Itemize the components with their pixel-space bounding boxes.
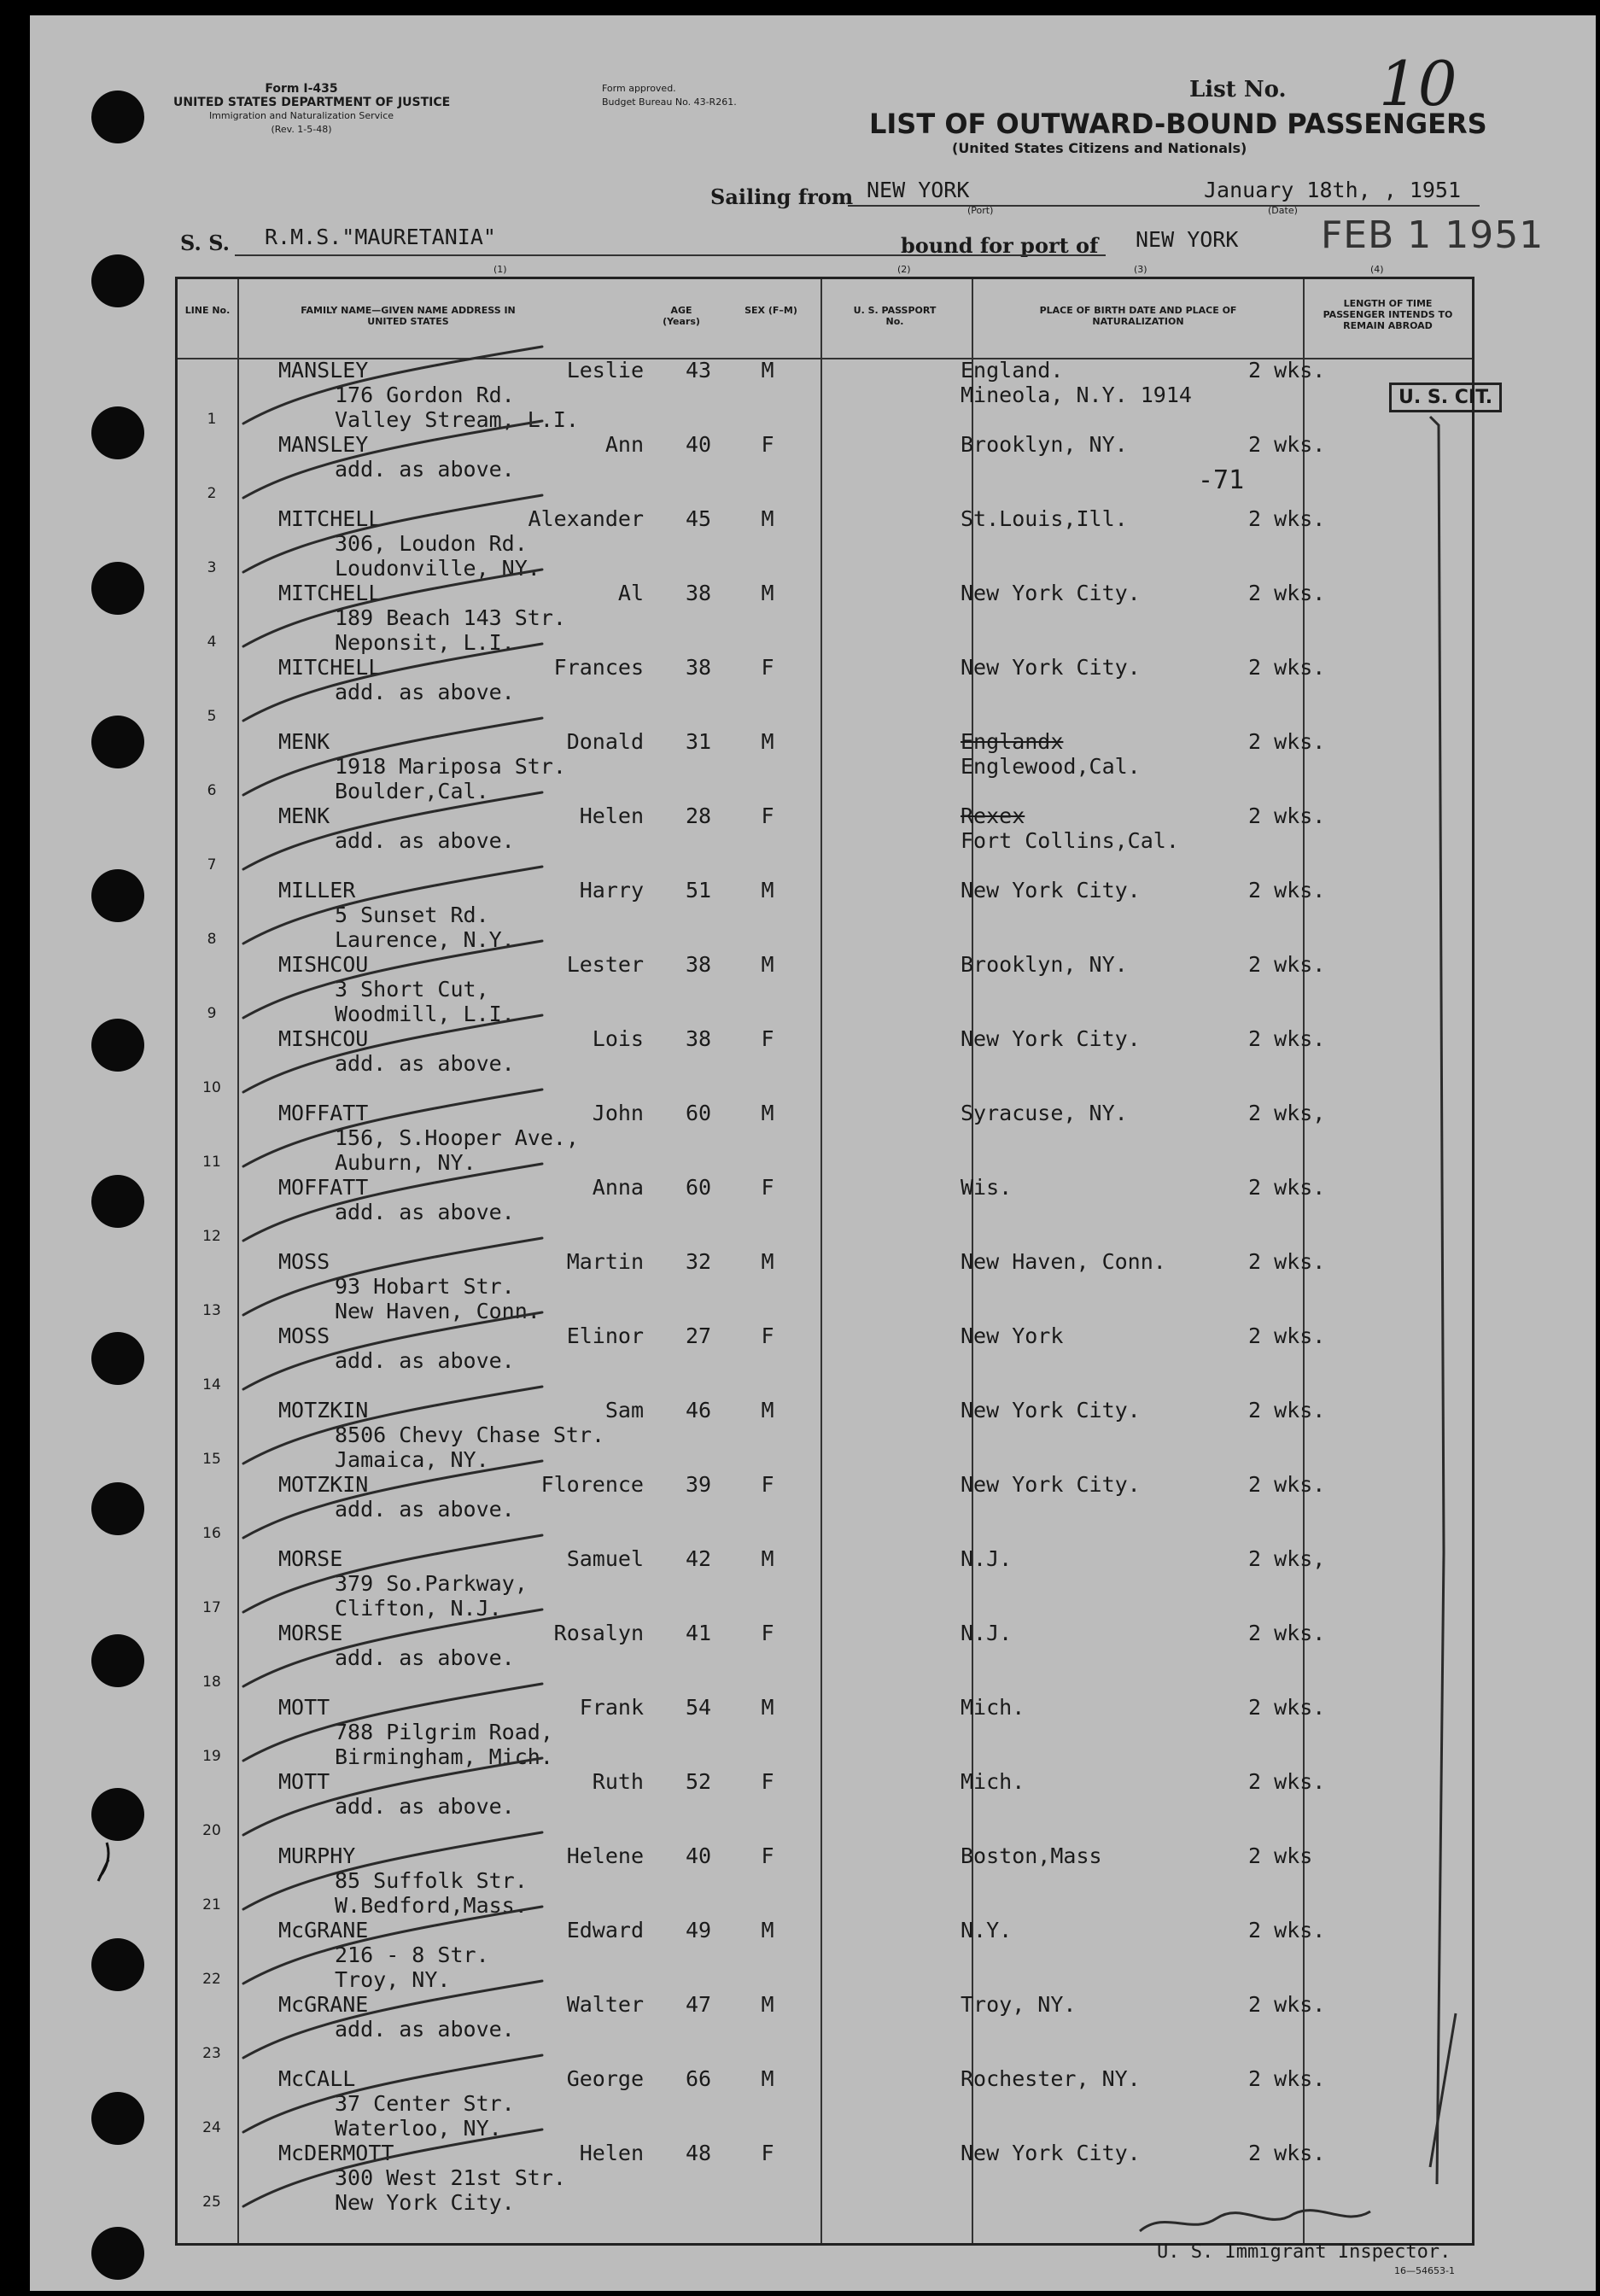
length-of-stay: 2 wks	[1248, 1843, 1313, 1868]
given-name: Florence	[540, 1472, 644, 1497]
address-line-1: 93 Hobart Str.	[335, 1274, 515, 1299]
date-caption: (Date)	[1268, 205, 1298, 216]
given-name: John	[592, 1101, 644, 1125]
address-line-1: add. as above.	[335, 1645, 515, 1670]
given-name: Helen	[579, 803, 644, 828]
line-number: 10	[202, 1079, 221, 1096]
birth-place: St.Louis,Ill.	[961, 506, 1128, 531]
list-no-label: List No.	[1189, 77, 1287, 102]
sailing-label: Sailing from	[710, 184, 854, 209]
sex: F	[761, 1769, 774, 1794]
address-line-2: New Haven, Conn.	[335, 1299, 540, 1323]
family-name: MOTZKIN	[278, 1398, 369, 1423]
line-number: 12	[202, 1228, 221, 1245]
birth-place: Rexex	[961, 803, 1025, 828]
sex: F	[761, 1843, 774, 1868]
naturalization: Fort Collins,Cal.	[961, 828, 1179, 853]
age: 28	[685, 803, 712, 828]
given-name: Ruth	[592, 1769, 644, 1794]
check-stroke	[243, 570, 542, 646]
check-stroke	[243, 1535, 542, 1612]
check-stroke	[243, 1610, 542, 1686]
sex: F	[761, 1026, 774, 1051]
sex: M	[761, 729, 774, 754]
family-name: MOTZKIN	[278, 1472, 369, 1497]
ship-name: R.M.S."MAURETANIA"	[265, 225, 496, 249]
birth-place: New York City.	[961, 1026, 1141, 1051]
age: 54	[685, 1695, 712, 1720]
family-name: MANSLEY	[278, 358, 369, 383]
birth-place: N.J.	[961, 1546, 1013, 1571]
line-number: 7	[207, 856, 217, 873]
length-of-stay: 2 wks.	[1248, 1992, 1326, 2017]
length-of-stay: 2 wks.	[1248, 581, 1326, 605]
length-of-stay: 2 wks.	[1248, 1918, 1326, 1943]
bound-port: NEW YORK	[1136, 227, 1239, 252]
family-name: MISHCOU	[278, 1026, 369, 1051]
sex: M	[761, 506, 774, 531]
length-of-stay: 2 wks.	[1248, 2066, 1326, 2091]
family-name: MENK	[278, 803, 330, 828]
birth-place: N.J.	[961, 1621, 1013, 1645]
address-line-1: add. as above.	[335, 1051, 515, 1076]
family-name: MORSE	[278, 1546, 343, 1571]
line-number: 20	[202, 1822, 221, 1839]
check-stroke	[243, 421, 542, 498]
address-line-1: 306, Loudon Rd.	[335, 531, 528, 556]
address-line-1: add. as above.	[335, 1497, 515, 1522]
given-name: Frank	[579, 1695, 644, 1720]
col-header-age: AGE (Years)	[663, 305, 700, 327]
birth-place: Boston,Mass	[961, 1843, 1102, 1868]
address-line-1: add. as above.	[335, 457, 515, 482]
given-name: George	[566, 2066, 644, 2091]
page-title: LIST OF OUTWARD-BOUND PASSENGERS	[869, 108, 1487, 140]
sailing-date: January 18th, , 1951	[1204, 178, 1462, 202]
age: 38	[685, 1026, 712, 1051]
tick-mark	[1430, 2013, 1456, 2167]
check-stroke	[243, 1461, 542, 1538]
given-name: Leslie	[566, 358, 644, 383]
address-line-2: Woodmill, L.I.	[335, 1002, 515, 1026]
check-stroke	[243, 495, 542, 572]
family-name: MOFFATT	[278, 1175, 369, 1200]
address-line-1: 8506 Chevy Chase Str.	[335, 1423, 605, 1447]
family-name: MOSS	[278, 1249, 330, 1274]
bound-label: bound for port of	[901, 233, 1099, 258]
line-number: 17	[202, 1599, 221, 1616]
address-line-1: 189 Beach 143 Str.	[335, 605, 566, 630]
address-line-1: 176 Gordon Rd.	[335, 383, 515, 407]
given-name: Lester	[566, 952, 644, 977]
family-name: McGRANE	[278, 1918, 369, 1943]
birth-place: N.Y.	[961, 1918, 1013, 1943]
age: 46	[685, 1398, 712, 1423]
line-number: 3	[207, 559, 217, 576]
age: 51	[685, 878, 712, 903]
check-stroke	[243, 1015, 542, 1092]
sex: M	[761, 581, 774, 605]
sex: F	[761, 1323, 774, 1348]
check-stroke	[243, 1758, 542, 1835]
birth-place: Troy, NY.	[961, 1992, 1077, 2017]
sex: F	[761, 1175, 774, 1200]
sex: F	[761, 2141, 774, 2165]
sex: F	[761, 1621, 774, 1645]
family-name: McCALL	[278, 2066, 356, 2091]
given-name: Alexander	[528, 506, 644, 531]
given-name: Frances	[553, 655, 644, 680]
check-stroke	[243, 1387, 542, 1463]
address-line-1: 216 - 8 Str.	[335, 1943, 489, 1967]
col-header-passport: U. S. PASSPORT No.	[853, 305, 937, 327]
received-date-stamp: FEB 1 1951	[1321, 213, 1545, 257]
age: 32	[685, 1249, 712, 1274]
citizen-stamp: U. S. CIT.	[1389, 383, 1502, 412]
birth-place: New York City.	[961, 878, 1141, 903]
naturalization: Englewood,Cal.	[961, 754, 1141, 779]
check-stroke	[243, 718, 542, 795]
family-name: McDERMOTT	[278, 2141, 394, 2165]
col-number: (4)	[1370, 264, 1384, 275]
birth-place: Rochester, NY.	[961, 2066, 1141, 2091]
birth-place: Englandx	[961, 729, 1064, 754]
address-line-1: 300 West 21st Str.	[335, 2165, 566, 2190]
length-of-stay: 2 wks.	[1248, 1175, 1326, 1200]
check-stroke	[243, 1312, 542, 1389]
address-line-1: add. as above.	[335, 2017, 515, 2042]
address-line-1: add. as above.	[335, 1794, 515, 1819]
check-stroke	[243, 1684, 542, 1761]
check-stroke	[243, 867, 542, 944]
check-stroke	[243, 1238, 542, 1315]
age: 38	[685, 952, 712, 977]
given-name: Anna	[592, 1175, 644, 1200]
inspector-signature	[1140, 2211, 1370, 2231]
line-number: 2	[207, 485, 217, 502]
age: 43	[685, 358, 712, 383]
address-line-1: add. as above.	[335, 680, 515, 704]
birth-place: New York City.	[961, 1398, 1141, 1423]
sex: F	[761, 803, 774, 828]
department: UNITED STATES DEPARTMENT OF JUSTICE	[173, 96, 451, 109]
line-number: 22	[202, 1971, 221, 1988]
line-number: 5	[207, 708, 217, 725]
col-number: (2)	[897, 264, 911, 275]
birth-place: Mich.	[961, 1769, 1025, 1794]
check-stroke	[243, 644, 542, 721]
length-of-stay: 2 wks.	[1248, 1249, 1326, 1274]
col-header-name: FAMILY NAME—GIVEN NAME ADDRESS IN UNITED STATES	[301, 305, 516, 327]
age: 40	[685, 1843, 712, 1868]
address-line-1: 156, S.Hooper Ave.,	[335, 1125, 579, 1150]
address-line-2: W.Bedford,Mass.	[335, 1893, 528, 1918]
age: 41	[685, 1621, 712, 1645]
line-number: 25	[202, 2194, 221, 2211]
address-line-1: 1918 Mariposa Str.	[335, 754, 566, 779]
line-number: 16	[202, 1525, 221, 1542]
address-line-2: Laurence, N.Y.	[335, 927, 515, 952]
sex: M	[761, 358, 774, 383]
length-of-stay: 2 wks.	[1248, 1472, 1326, 1497]
check-stroke	[243, 2129, 542, 2206]
birth-place: Syracuse, NY.	[961, 1101, 1128, 1125]
family-name: MORSE	[278, 1621, 343, 1645]
line-number: 14	[202, 1376, 221, 1393]
line-number: 4	[207, 634, 217, 651]
sex: F	[761, 1472, 774, 1497]
address-line-1: 788 Pilgrim Road,	[335, 1720, 553, 1744]
line-number: 18	[202, 1674, 221, 1691]
length-of-stay: 2 wks.	[1248, 1398, 1326, 1423]
family-name: MITCHELL	[278, 655, 382, 680]
sailing-port: NEW YORK	[867, 178, 970, 202]
age: 42	[685, 1546, 712, 1571]
col-header-line: LINE No.	[184, 305, 231, 316]
family-name: MENK	[278, 729, 330, 754]
birth-place: New York City.	[961, 655, 1141, 680]
margin-mark: -71	[1198, 465, 1245, 495]
check-stroke	[243, 1832, 542, 1909]
sex: M	[761, 1101, 774, 1125]
age: 27	[685, 1323, 712, 1348]
age: 31	[685, 729, 712, 754]
birth-place: Brooklyn, NY.	[961, 432, 1128, 457]
length-of-stay: 2 wks.	[1248, 1323, 1326, 1348]
line-number: 21	[202, 1896, 221, 1913]
length-of-stay: 2 wks.	[1248, 952, 1326, 977]
given-name: Edward	[566, 1918, 644, 1943]
sex: M	[761, 878, 774, 903]
length-of-stay: 2 wks.	[1248, 803, 1326, 828]
age: 52	[685, 1769, 712, 1794]
age: 45	[685, 506, 712, 531]
form-number: Form I-435	[265, 82, 338, 96]
address-line-2: Auburn, NY.	[335, 1150, 476, 1175]
col-number: (3)	[1134, 264, 1147, 275]
address-line-2: Jamaica, NY.	[335, 1447, 489, 1472]
col-number: (1)	[493, 264, 507, 275]
address-line-1: 5 Sunset Rd.	[335, 903, 489, 927]
age: 38	[685, 581, 712, 605]
sex: M	[761, 1695, 774, 1720]
given-name: Walter	[566, 1992, 644, 2017]
stray-mark	[98, 1843, 108, 1881]
address-line-2: Neponsit, L.I.	[335, 630, 515, 655]
line-number: 15	[202, 1451, 221, 1468]
address-line-1: 379 So.Parkway,	[335, 1571, 528, 1596]
length-of-stay: 2 wks.	[1248, 2141, 1326, 2165]
col-header-sex: SEX (F–M)	[745, 305, 797, 316]
age: 47	[685, 1992, 712, 2017]
address-line-1: add. as above.	[335, 828, 515, 853]
address-line-2: Troy, NY.	[335, 1967, 451, 1992]
age: 39	[685, 1472, 712, 1497]
age: 60	[685, 1101, 712, 1125]
age: 66	[685, 2066, 712, 2091]
birth-place: New York City.	[961, 2141, 1141, 2165]
line-number: 23	[202, 2045, 221, 2062]
family-name: MANSLEY	[278, 432, 369, 457]
list-no-value: 10	[1379, 48, 1457, 120]
length-of-stay: 2 wks,	[1248, 1546, 1326, 1571]
birth-place: Mich.	[961, 1695, 1025, 1720]
check-stroke	[243, 941, 542, 1018]
length-of-stay: 2 wks.	[1248, 878, 1326, 903]
service: Immigration and Naturalization Service	[208, 110, 394, 121]
check-stroke	[243, 1907, 542, 1983]
length-of-stay: 2 wks.	[1248, 1026, 1326, 1051]
family-name: MITCHELL	[278, 506, 382, 531]
address-line-1: 3 Short Cut,	[335, 977, 489, 1002]
sex: M	[761, 1992, 774, 2017]
address-line-1: add. as above.	[335, 1200, 515, 1224]
print-code: 16—54653-1	[1394, 2265, 1455, 2276]
line-number: 6	[207, 782, 217, 799]
birth-place: England.	[961, 358, 1064, 383]
birth-place: New Haven, Conn.	[961, 1249, 1166, 1274]
line-number: 1	[207, 411, 217, 428]
col-header-birth: PLACE OF BIRTH DATE AND PLACE OF NATURALIZATION	[1039, 305, 1237, 327]
address-line-1: 37 Center Str.	[335, 2091, 515, 2116]
line-number: 19	[202, 1748, 221, 1765]
given-name: Helen	[579, 2141, 644, 2165]
margin-bracket	[1430, 417, 1444, 2184]
address-line-2: Loudonville, NY.	[335, 556, 540, 581]
handwritten-marks	[30, 15, 1596, 2291]
given-name: Helene	[566, 1843, 644, 1868]
birth-place: Wis.	[961, 1175, 1013, 1200]
line-number: 9	[207, 1005, 217, 1022]
family-name: MOTT	[278, 1769, 330, 1794]
given-name: Al	[617, 581, 644, 605]
given-name: Lois	[592, 1026, 644, 1051]
sex: M	[761, 952, 774, 977]
length-of-stay: 2 wks.	[1248, 1621, 1326, 1645]
given-name: Ann	[604, 432, 644, 457]
check-stroke	[243, 1164, 542, 1241]
family-name: MILLER	[278, 878, 356, 903]
line-number: 11	[202, 1154, 221, 1171]
length-of-stay: 2 wks.	[1248, 506, 1326, 531]
length-of-stay: 2 wks.	[1248, 358, 1326, 383]
family-name: McGRANE	[278, 1992, 369, 2017]
family-name: MOSS	[278, 1323, 330, 1348]
birth-place: New York	[961, 1323, 1064, 1348]
check-stroke	[243, 347, 542, 424]
sex: M	[761, 1546, 774, 1571]
family-name: MURPHY	[278, 1843, 356, 1868]
length-of-stay: 2 wks,	[1248, 1101, 1326, 1125]
age: 48	[685, 2141, 712, 2165]
port-caption: (Port)	[967, 205, 994, 216]
given-name: Elinor	[566, 1323, 644, 1348]
address-line-2: Boulder,Cal.	[335, 779, 489, 803]
given-name: Martin	[566, 1249, 644, 1274]
age: 49	[685, 1918, 712, 1943]
given-name: Harry	[579, 878, 644, 903]
length-of-stay: 2 wks.	[1248, 729, 1326, 754]
budget: Budget Bureau No. 43-R261.	[602, 96, 737, 108]
age: 60	[685, 1175, 712, 1200]
birth-place: Brooklyn, NY.	[961, 952, 1128, 977]
address-line-2: New York City.	[335, 2190, 515, 2215]
check-stroke	[243, 1090, 542, 1166]
address-line-2: Clifton, N.J.	[335, 1596, 502, 1621]
birth-place: New York City.	[961, 1472, 1141, 1497]
col-header-stay: LENGTH OF TIME PASSENGER INTENDS TO REMAIN ABROAD	[1323, 298, 1453, 331]
sex: M	[761, 2066, 774, 2091]
length-of-stay: 2 wks.	[1248, 1769, 1326, 1794]
sex: M	[761, 1918, 774, 1943]
address-line-1: add. as above.	[335, 1348, 515, 1373]
age: 38	[685, 655, 712, 680]
address-line-2: Birmingham, Mich.	[335, 1744, 553, 1769]
sex: F	[761, 655, 774, 680]
length-of-stay: 2 wks.	[1248, 1695, 1326, 1720]
naturalization: Mineola, N.Y. 1914	[961, 383, 1192, 407]
check-stroke	[243, 792, 542, 869]
family-name: MITCHELL	[278, 581, 382, 605]
page-subtitle: (United States Citizens and Nationals)	[952, 140, 1247, 156]
revision: (Rev. 1-5-48)	[271, 124, 332, 135]
given-name: Samuel	[566, 1546, 644, 1571]
ss-label: S. S.	[180, 231, 231, 255]
family-name: MOTT	[278, 1695, 330, 1720]
family-name: MISHCOU	[278, 952, 369, 977]
length-of-stay: 2 wks.	[1248, 432, 1326, 457]
document-page	[30, 15, 1596, 2291]
sex: M	[761, 1249, 774, 1274]
given-name: Donald	[566, 729, 644, 754]
line-number: 24	[202, 2119, 221, 2136]
address-line-2: Valley Stream, L.I.	[335, 407, 579, 432]
sex: M	[761, 1398, 774, 1423]
address-line-2: Waterloo, NY.	[335, 2116, 502, 2141]
age: 40	[685, 432, 712, 457]
line-number: 13	[202, 1302, 221, 1319]
approved: Form approved.	[602, 83, 676, 94]
given-name: Rosalyn	[553, 1621, 644, 1645]
line-number: 8	[207, 931, 217, 948]
check-stroke	[243, 1981, 542, 2058]
inspector-caption: U. S. Immigrant Inspector.	[1157, 2241, 1451, 2263]
birth-place: New York City.	[961, 581, 1141, 605]
length-of-stay: 2 wks.	[1248, 655, 1326, 680]
family-name: MOFFATT	[278, 1101, 369, 1125]
sex: F	[761, 432, 774, 457]
given-name: Sam	[604, 1398, 644, 1423]
address-line-1: 85 Suffolk Str.	[335, 1868, 528, 1893]
check-stroke	[243, 2055, 542, 2132]
